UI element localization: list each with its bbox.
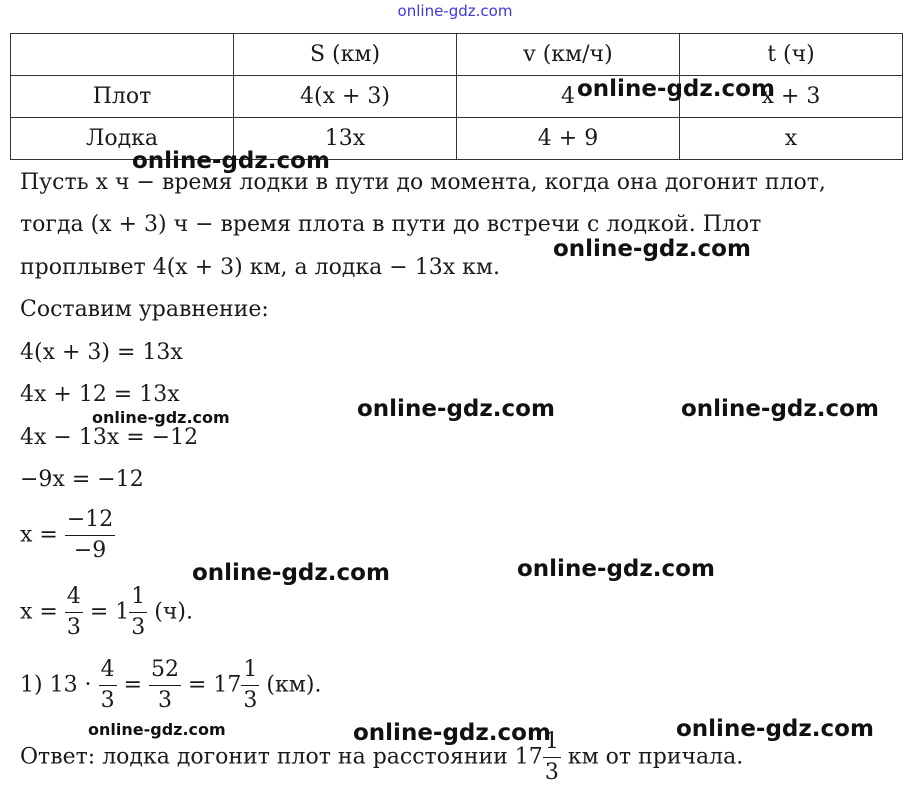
equation-line: 4x + 12 = 13x	[20, 382, 180, 407]
equation-fraction-line	[20, 655, 321, 716]
table-cell: 4	[457, 76, 680, 118]
table-cell: x + 3	[680, 76, 903, 118]
watermark: online-gdz.com	[681, 396, 879, 422]
equation-text: (км).	[266, 672, 322, 698]
watermark: online-gdz.com	[517, 556, 715, 582]
watermark: online-gdz.com	[88, 720, 226, 739]
fraction-numerator: 1	[543, 727, 561, 758]
equation-line: 4(x + 3) = 13x	[20, 340, 183, 365]
equation-text: (ч).	[154, 599, 193, 625]
fraction-denominator: 3	[131, 615, 146, 640]
table-header-row	[11, 34, 903, 76]
fraction-denominator: 3	[158, 688, 172, 713]
fraction-denominator: 3	[544, 760, 559, 785]
table-header-cell: S (км)	[234, 34, 457, 76]
fraction	[65, 505, 115, 566]
fraction-numerator: 4	[65, 582, 83, 613]
equation-text: = 17	[188, 672, 242, 698]
text-line: проплывет 4(x + 3) км, а лодка − 13x км.	[20, 255, 500, 280]
table-cell: Лодка	[11, 118, 234, 160]
equation-fraction-line	[20, 582, 193, 643]
equation-line: 4x − 13x = −12	[20, 425, 199, 450]
equation-text: = 1	[89, 599, 130, 625]
fraction-denominator: 3	[243, 688, 258, 713]
fraction-numerator: 4	[99, 655, 117, 686]
text-line: Пусть x ч − время лодки в пути до момента, когда она догонит плот,	[20, 170, 826, 195]
answer-text: Ответ: лодка догонит плот на расстоянии 17	[20, 744, 543, 770]
equation-line: −9x = −12	[20, 467, 144, 492]
watermark: online-gdz.com	[553, 236, 751, 262]
table-cell: Плот	[11, 76, 234, 118]
fraction-numerator: −12	[65, 505, 115, 536]
text-line: тогда (x + 3) ч − время плота в пути до встречи с лодкой. Плот	[20, 212, 762, 237]
watermark: online-gdz.com	[353, 720, 551, 746]
watermark: online-gdz.com	[357, 396, 555, 422]
fraction	[149, 655, 181, 716]
answer-text: км от причала.	[567, 744, 744, 770]
table-cell: 13x	[234, 118, 457, 160]
table-cell: x	[680, 118, 903, 160]
fraction-numerator: 52	[149, 655, 181, 686]
table-header-cell: v (км/ч)	[457, 34, 680, 76]
text-line: Составим уравнение:	[20, 297, 269, 322]
fraction-denominator: 3	[66, 615, 81, 640]
fraction-numerator: 1	[241, 655, 259, 686]
table-cell: 4 + 9	[457, 118, 680, 160]
equation-lhs: x =	[20, 522, 58, 548]
watermark: online-gdz.com	[192, 560, 390, 586]
fraction	[65, 582, 83, 643]
table-cell: 4(x + 3)	[234, 76, 457, 118]
fraction	[129, 582, 147, 643]
fraction-denominator: −9	[73, 538, 107, 563]
equation-text: =	[123, 672, 142, 698]
fraction-denominator: 3	[100, 688, 115, 713]
fraction	[241, 655, 259, 716]
table-header-cell: t (ч)	[680, 34, 903, 76]
equation-lhs: 1) 13 ·	[20, 672, 92, 698]
watermark: online-gdz.com	[676, 716, 874, 742]
equation-fraction-line	[20, 505, 115, 566]
equation-lhs: x =	[20, 599, 58, 625]
fraction	[99, 655, 117, 716]
site-header-link[interactable]: online-gdz.com	[397, 2, 513, 20]
table-header-cell	[11, 34, 234, 76]
watermark: online-gdz.com	[92, 408, 230, 427]
fraction-numerator: 1	[129, 582, 147, 613]
watermark: online-gdz.com	[577, 76, 775, 102]
watermark: online-gdz.com	[132, 148, 330, 174]
